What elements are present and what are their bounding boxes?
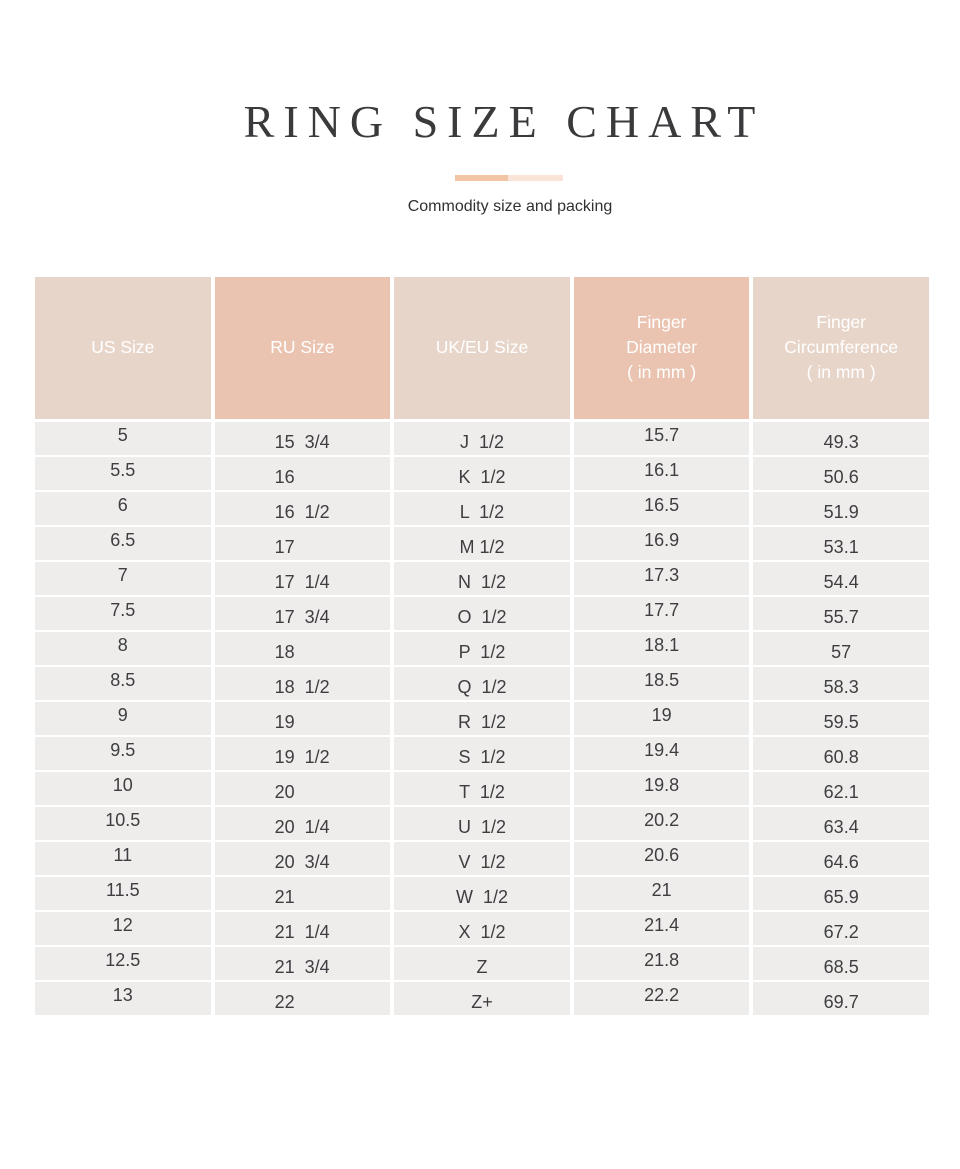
table-cell: 8 (35, 632, 211, 665)
table-cell: U 1/2 (394, 807, 570, 840)
table-cell: 67.2 (753, 912, 929, 945)
table-cell: 62.1 (753, 772, 929, 805)
table-cell: 5 (35, 422, 211, 455)
table-cell: 17 (215, 527, 391, 560)
table-cell: 22.2 (574, 982, 750, 1015)
table-cell: 9.5 (35, 737, 211, 770)
table-cell: 5.5 (35, 457, 211, 490)
table-cell: P 1/2 (394, 632, 570, 665)
header-cell-4: Finger Circumference ( in mm ) (753, 277, 929, 419)
table-cell: 7.5 (35, 597, 211, 630)
table-cell: 57 (753, 632, 929, 665)
table-cell: 11.5 (35, 877, 211, 910)
table-cell: 20.6 (574, 842, 750, 875)
table-cell: 19 (574, 702, 750, 735)
table-cell: 69.7 (753, 982, 929, 1015)
table-cell: 7 (35, 562, 211, 595)
table-cell: X 1/2 (394, 912, 570, 945)
table-cell: 11 (35, 842, 211, 875)
table-cell: 16 (215, 457, 391, 490)
table-cell: 16.1 (574, 457, 750, 490)
table-cell: 21.4 (574, 912, 750, 945)
table-cell: 16 1/2 (215, 492, 391, 525)
table-cell: 8.5 (35, 667, 211, 700)
table-cell: 20 1/4 (215, 807, 391, 840)
table-cell: 53.1 (753, 527, 929, 560)
table-cell: V 1/2 (394, 842, 570, 875)
table-header-row (35, 277, 929, 419)
divider-right-segment (508, 175, 563, 181)
table-cell: 21 3/4 (215, 947, 391, 980)
header-cell-0: US Size (35, 277, 211, 419)
table-cell: Q 1/2 (394, 667, 570, 700)
table-cell: M 1/2 (394, 527, 570, 560)
table-cell: 19.4 (574, 737, 750, 770)
table-cell: 22 (215, 982, 391, 1015)
table-cell: 10.5 (35, 807, 211, 840)
table-cell: 59.5 (753, 702, 929, 735)
table-cell: 63.4 (753, 807, 929, 840)
table-cell: 20 (215, 772, 391, 805)
title-divider (455, 175, 563, 181)
table-cell: 64.6 (753, 842, 929, 875)
table-cell: 55.7 (753, 597, 929, 630)
table-cell: 18 1/2 (215, 667, 391, 700)
header-cell-1: RU Size (215, 277, 391, 419)
table-cell: Z (394, 947, 570, 980)
table-cell: K 1/2 (394, 457, 570, 490)
table-cell: 6 (35, 492, 211, 525)
table-cell: 15.7 (574, 422, 750, 455)
table-cell: 51.9 (753, 492, 929, 525)
header-cell-2: UK/EU Size (394, 277, 570, 419)
table-cell: 65.9 (753, 877, 929, 910)
table-cell: 21 (574, 877, 750, 910)
table-cell: 16.9 (574, 527, 750, 560)
table-cell: 68.5 (753, 947, 929, 980)
table-cell: 21 (215, 877, 391, 910)
table-cell: 49.3 (753, 422, 929, 455)
table-cell: 17.3 (574, 562, 750, 595)
table-cell: O 1/2 (394, 597, 570, 630)
table-cell: 12 (35, 912, 211, 945)
table-cell: 19 1/2 (215, 737, 391, 770)
table-cell: 17 1/4 (215, 562, 391, 595)
table-cell: 21.8 (574, 947, 750, 980)
divider-left-segment (455, 175, 508, 181)
ring-size-table (35, 277, 929, 1015)
title-block (0, 96, 960, 216)
table-cell: T 1/2 (394, 772, 570, 805)
table-cell: 20.2 (574, 807, 750, 840)
table-cell: 6.5 (35, 527, 211, 560)
table-body (35, 422, 929, 1015)
table-cell: 17.7 (574, 597, 750, 630)
table-cell: 21 1/4 (215, 912, 391, 945)
table-cell: 12.5 (35, 947, 211, 980)
table-cell: 20 3/4 (215, 842, 391, 875)
table-cell: 54.4 (753, 562, 929, 595)
table-cell: 19 (215, 702, 391, 735)
table-cell: L 1/2 (394, 492, 570, 525)
table-cell: W 1/2 (394, 877, 570, 910)
table-cell: 13 (35, 982, 211, 1015)
table-cell: 18.5 (574, 667, 750, 700)
table-cell: 60.8 (753, 737, 929, 770)
table-cell: 17 3/4 (215, 597, 391, 630)
table-cell: 19.8 (574, 772, 750, 805)
table-cell: 16.5 (574, 492, 750, 525)
table-cell: 9 (35, 702, 211, 735)
table-cell: R 1/2 (394, 702, 570, 735)
table-cell: 58.3 (753, 667, 929, 700)
table-cell: Z+ (394, 982, 570, 1015)
table-cell: 18 (215, 632, 391, 665)
table-cell: J 1/2 (394, 422, 570, 455)
page-title: RING SIZE CHART (243, 96, 765, 147)
page-subtitle: Commodity size and packing (407, 197, 613, 215)
table-cell: N 1/2 (394, 562, 570, 595)
table-cell: 50.6 (753, 457, 929, 490)
table-cell: 10 (35, 772, 211, 805)
table-cell: 18.1 (574, 632, 750, 665)
ring-size-chart-page (0, 96, 960, 1015)
table-cell: 15 3/4 (215, 422, 391, 455)
table-cell: S 1/2 (394, 737, 570, 770)
header-cell-3: Finger Diameter ( in mm ) (574, 277, 750, 419)
